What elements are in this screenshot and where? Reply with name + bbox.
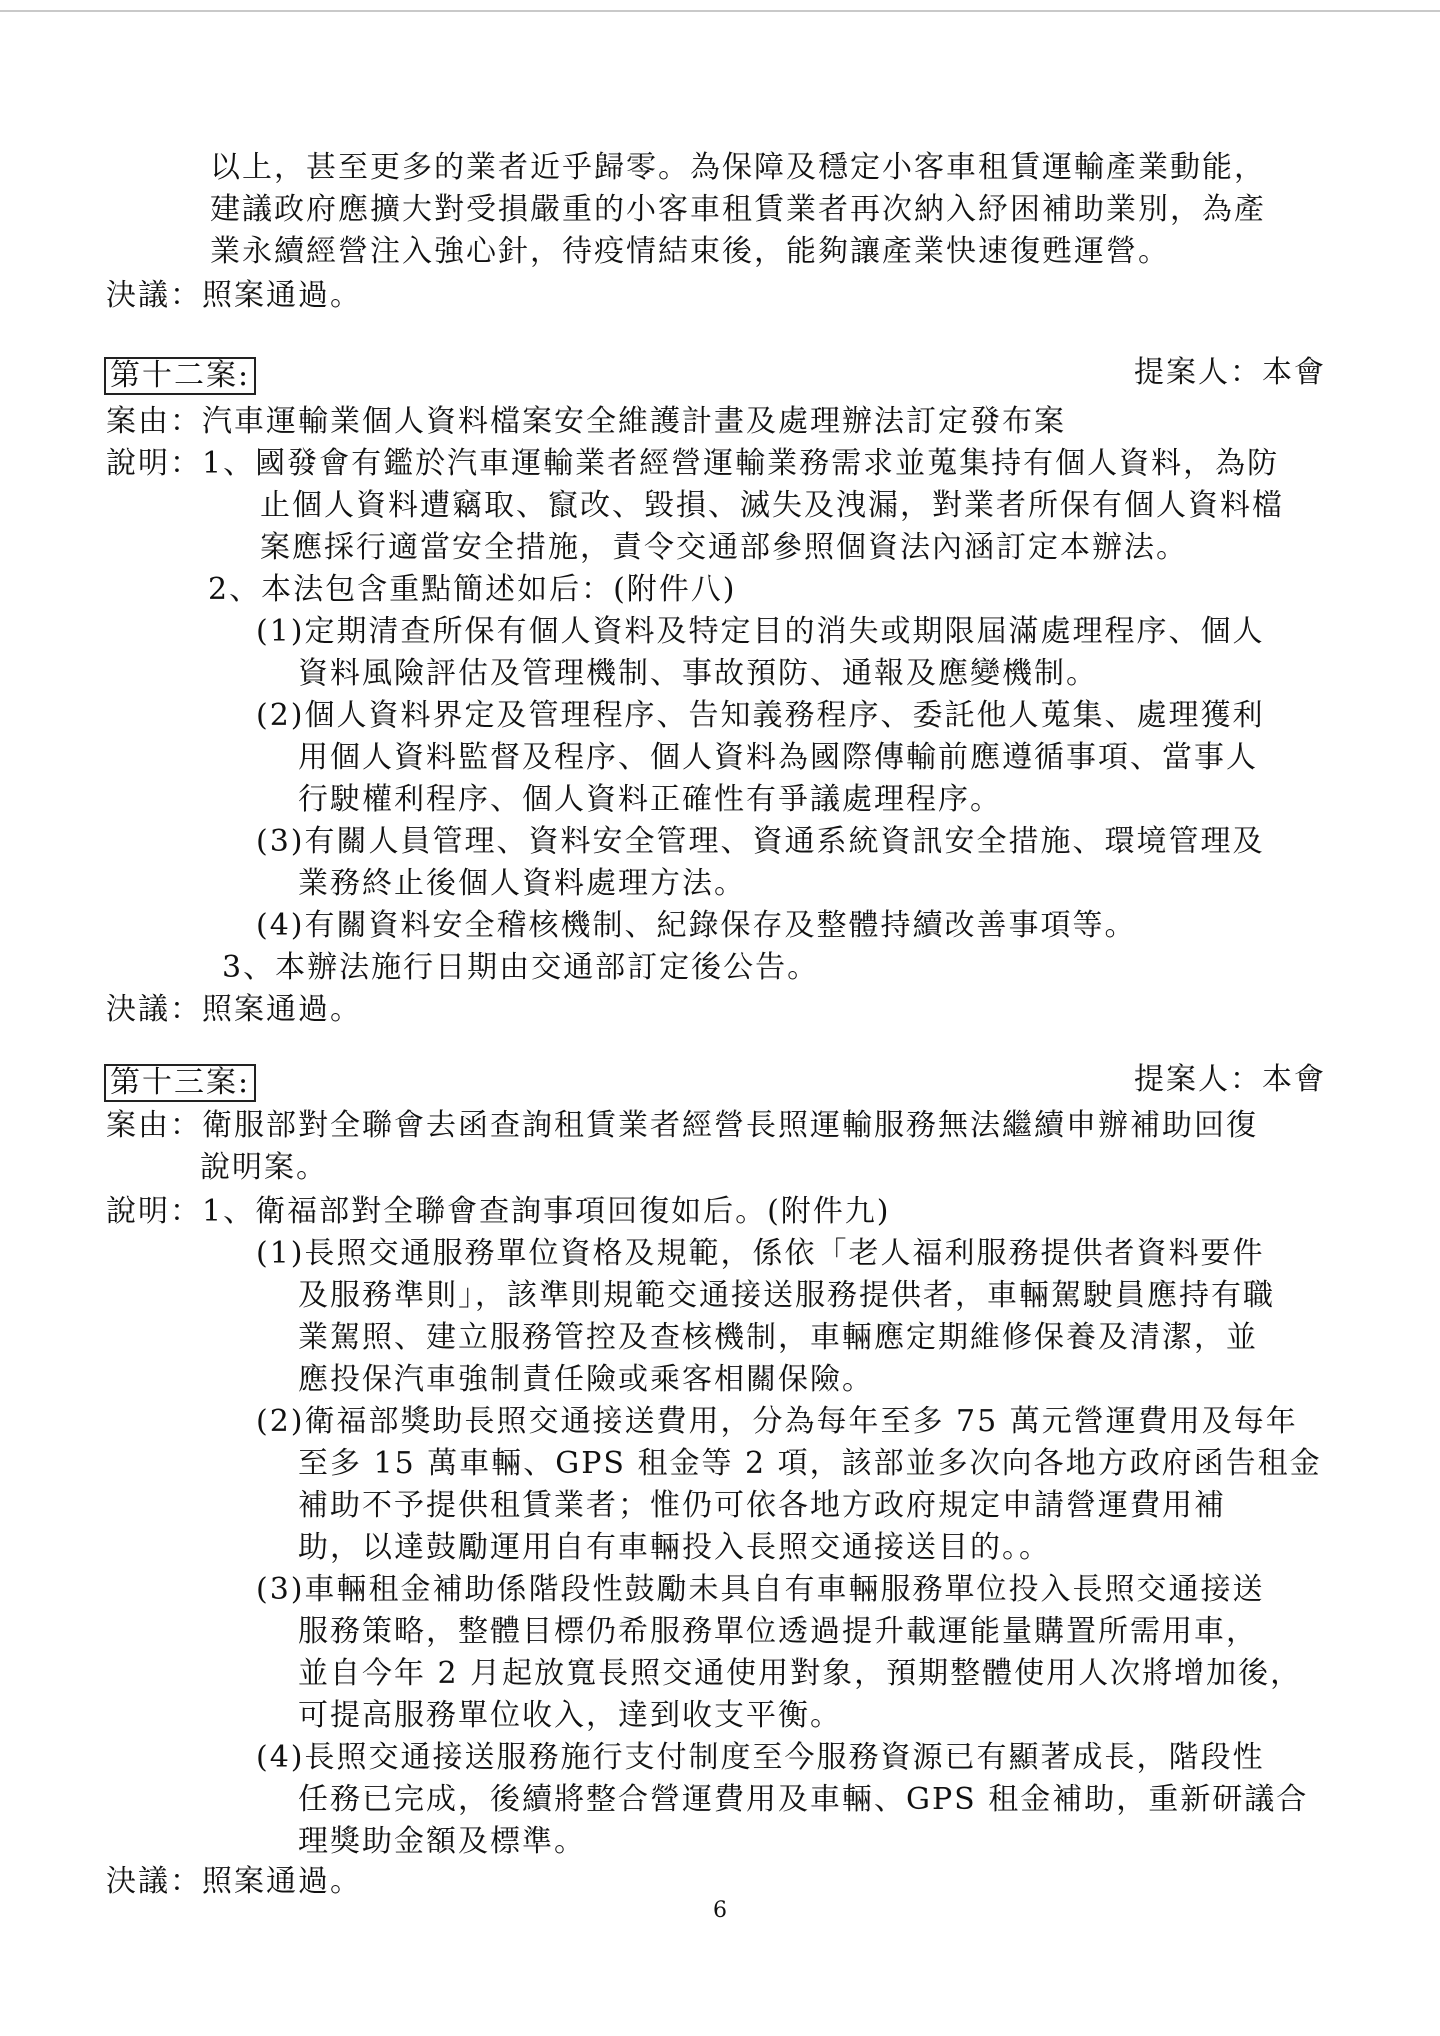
case-12-label: 第十二案: (104, 357, 256, 395)
case-12-resolution: 決議：照案通過。 (106, 992, 362, 1027)
case-13-explain-line: 及服務準則」，該準則規範交通接送服務提供者，車輛駕駛員應持有職 (298, 1278, 1275, 1313)
case-12-subject: 案由：汽車運輸業個人資料檔案安全維護計畫及處理辦法訂定發布案 (106, 404, 1066, 439)
case-13-label: 第十三案: (104, 1064, 256, 1102)
case-13-header (104, 1064, 1340, 1104)
case-13-explain-line: 助，以達鼓勵運用自有車輛投入長照交通接送目的。。 (298, 1530, 1051, 1565)
case-13-explain-line: 理獎助金額及標準。 (298, 1824, 586, 1859)
case-13-explain-line: (2)衛福部獎助長照交通接送費用，分為每年至多 75 萬元營運費用及每年 (256, 1404, 1298, 1439)
case-13-resolution: 決議：照案通過。 (106, 1864, 362, 1899)
case-12-explain-line: 2、本法包含重點簡述如后：(附件八) (208, 572, 737, 607)
case-12-explain-line: 業務終止後個人資料處理方法。 (298, 866, 746, 901)
case-13-proposer: 提案人：本會 (1134, 1062, 1326, 1097)
case-12-explain-line: 資料風險評估及管理機制、事故預防、通報及應變機制。 (298, 656, 1098, 691)
case-12-explain-line: 止個人資料遭竊取、竄改、毀損、滅失及洩漏，對業者所保有個人資料檔 (260, 488, 1284, 523)
case-13-explain-line: 服務策略，整體目標仍希服務單位透過提升載運能量購置所需用車， (298, 1614, 1258, 1649)
case-13-explain-line: 應投保汽車強制責任險或乘客相關保險。 (298, 1362, 874, 1397)
case-13-explain-line: 業駕照、建立服務管控及查核機制，車輛應定期維修保養及清潔，並 (298, 1320, 1258, 1355)
case-13-explain-line: 並自今年 2 月起放寬長照交通使用對象，預期整體使用人次將增加後， (298, 1656, 1303, 1691)
top-border-line (0, 10, 1440, 12)
case-12-explain-line: (4)有關資料安全稽核機制、紀錄保存及整體持續改善事項等。 (256, 908, 1137, 943)
case-12-explain-line: (2)個人資料界定及管理程序、告知義務程序、委託他人蒐集、處理獲利 (256, 698, 1265, 733)
case-13-subject-line: 說明案。 (200, 1150, 328, 1185)
resolution-continuation: 決議：照案通過。 (106, 278, 362, 313)
case-12-explain-line: (3)有關人員管理、資料安全管理、資通系統資訊安全措施、環境管理及 (256, 824, 1265, 859)
case-12-proposer: 提案人：本會 (1134, 355, 1326, 390)
case-13-explain-line: (3)車輛租金補助係階段性鼓勵未具自有車輛服務單位投入長照交通接送 (256, 1572, 1265, 1607)
page-number: 6 (713, 1898, 727, 1923)
case-13-subject-line: 案由：衛服部對全聯會去函查詢租賃業者經營長照運輸服務無法繼續申辦補助回復 (106, 1108, 1258, 1143)
case-12-explain-line: 說明：1、國發會有鑑於汽車運輸業者經營運輸業務需求並蒐集持有個人資料，為防 (106, 446, 1280, 481)
continuation-line-2: 建議政府應擴大對受損嚴重的小客車租賃業者再次納入紓困補助業別，為產 (210, 192, 1266, 227)
case-12-explain-line: 行駛權利程序、個人資料正確性有爭議處理程序。 (298, 782, 1002, 817)
case-13-explain-line: 可提高服務單位收入，達到收支平衡。 (298, 1698, 842, 1733)
case-12-explain-line: 3、本辦法施行日期由交通部訂定後公告。 (222, 950, 820, 985)
case-12-header (104, 357, 1340, 397)
case-13-explain-line: (1)長照交通服務單位資格及規範，係依「老人福利服務提供者資料要件 (256, 1236, 1265, 1271)
case-13-explain-line: 至多 15 萬車輛、GPS 租金等 2 項，該部並多次向各地方政府函告租金 (298, 1446, 1322, 1481)
case-12-explain-line: 案應採行適當安全措施，責令交通部參照個資法內涵訂定本辦法。 (260, 530, 1188, 565)
case-13-explain-line: 說明：1、衛福部對全聯會查詢事項回復如后。(附件九) (106, 1194, 891, 1229)
case-13-explain-line: 任務已完成，後續將整合營運費用及車輛、GPS 租金補助，重新研議合 (298, 1782, 1309, 1817)
case-13-explain-line: (4)長照交通接送服務施行支付制度至今服務資源已有顯著成長，階段性 (256, 1740, 1265, 1775)
case-12-explain-line: 用個人資料監督及程序、個人資料為國際傳輸前應遵循事項、當事人 (298, 740, 1258, 775)
continuation-line-3: 業永續經營注入強心針，待疫情結束後，能夠讓產業快速復甦運營。 (210, 234, 1170, 269)
continuation-line-1: 以上，甚至更多的業者近乎歸零。為保障及穩定小客車租賃運輸產業動能， (210, 150, 1266, 185)
case-12-explain-line: (1)定期清查所保有個人資料及特定目的消失或期限屆滿處理程序、個人 (256, 614, 1265, 649)
case-13-explain-line: 補助不予提供租賃業者；惟仍可依各地方政府規定申請營運費用補 (298, 1488, 1226, 1523)
